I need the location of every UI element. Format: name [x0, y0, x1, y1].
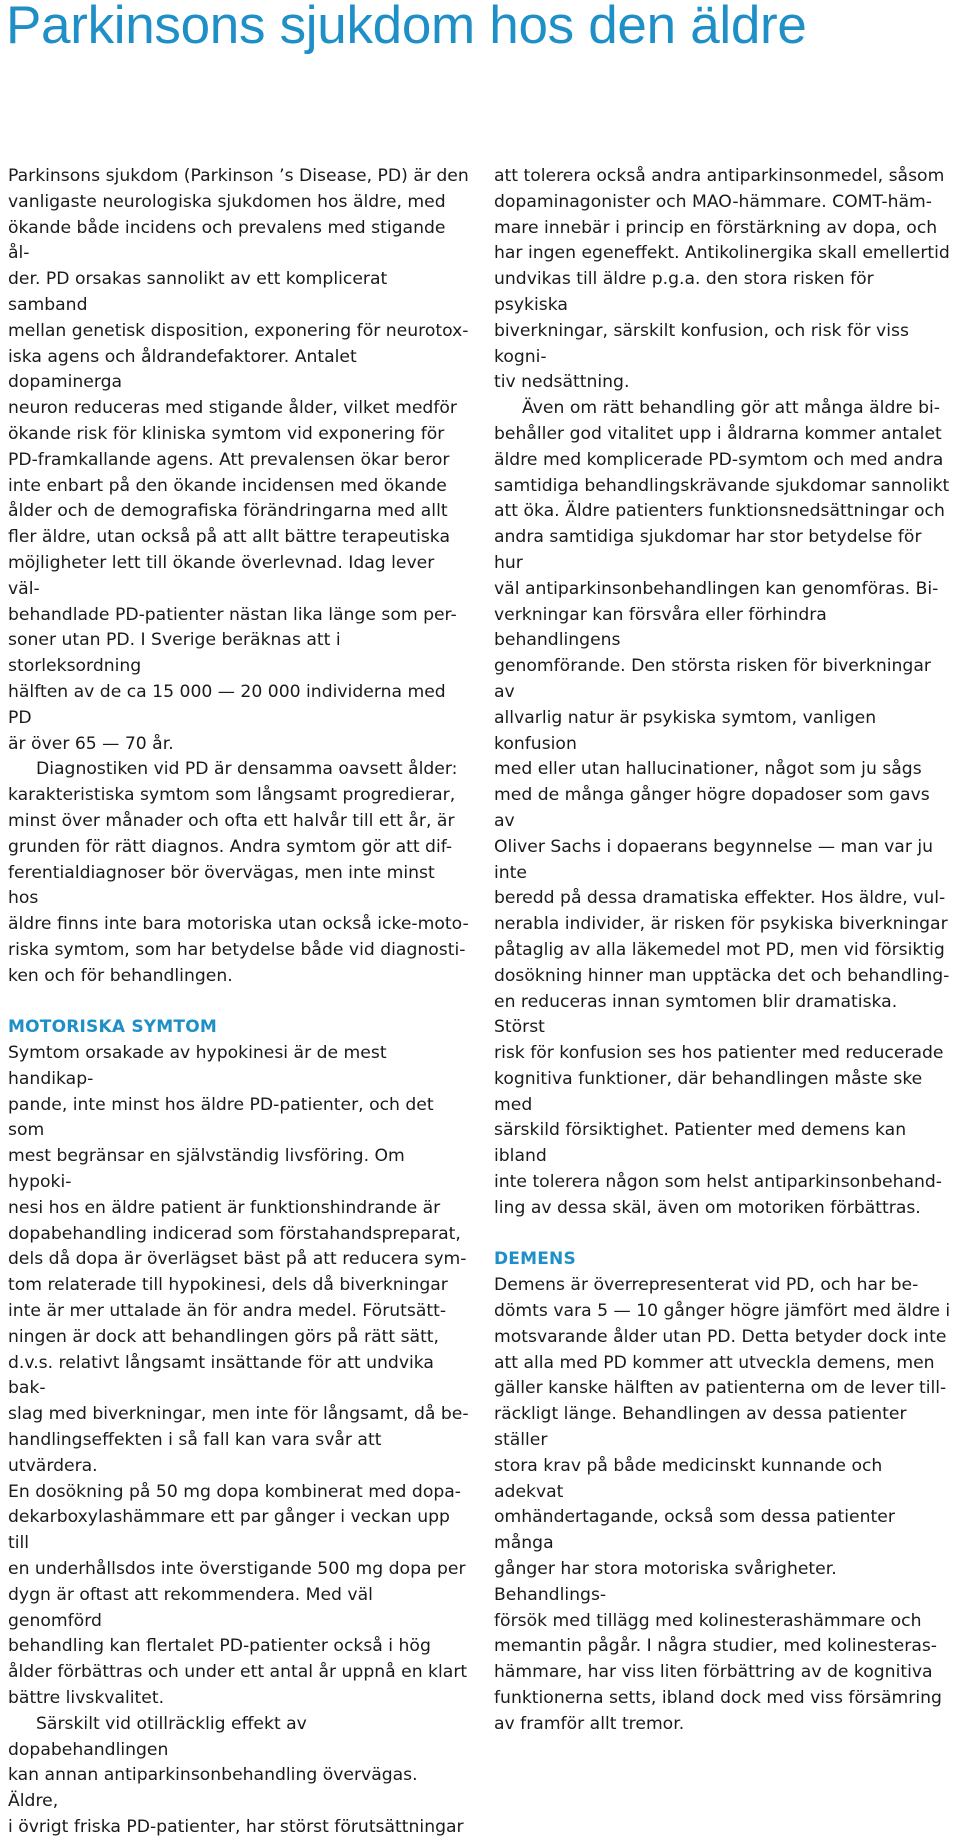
text-line: är över 65 — 70 år. — [8, 733, 174, 754]
text-line: behandling kan flertalet PD-patienter också i hög — [8, 1636, 431, 1657]
text-line: fler äldre, utan också på att allt bättre terapeutiska — [8, 527, 450, 548]
text-line: memantin pågår. I några studier, med kolinesteras- — [494, 1636, 938, 1657]
text-line: väl antiparkinsonbehandlingen kan genomföras. Bi- — [494, 578, 939, 599]
text-line: bättre livskvalitet. — [8, 1688, 165, 1709]
text-line: tiv nedsättning. — [494, 372, 630, 393]
text-line: en underhållsdos inte överstigande 500 mg dopa per — [8, 1559, 466, 1580]
text-line: inte är mer uttalade än för andra medel. Förutsätt- — [8, 1301, 447, 1322]
text-line: karakteristiska symtom som långsamt progredierar, — [8, 785, 456, 806]
text-line: nesi hos en äldre patient är funktionshindrande är — [8, 1197, 441, 1218]
text-line: Oliver Sachs i dopaerans begynnelse — man var ju inte — [494, 836, 934, 883]
text-line: Diagnostiken vid PD är densamma oavsett ålder: — [36, 759, 458, 780]
text-line: nerabla individer, är risken för psykiska biverkningar — [494, 914, 948, 935]
text-line: ken och för behandlingen. — [8, 965, 233, 986]
text-line: pande, inte minst hos äldre PD-patienter, och det som — [8, 1094, 434, 1141]
text-line: ökande risk för kliniska symtom vid exponering för — [8, 423, 445, 444]
text-line: mest begränsar en självständig livsföring. Om hypoki- — [8, 1146, 405, 1193]
text-line: risk för konfusion ses hos patienter med reducerade — [494, 1043, 944, 1064]
text-line: hämmare, har viss liten förbättring av de kognitiva — [494, 1662, 933, 1683]
text-line: PD-framkallande agens. Att prevalensen ökar beror — [8, 449, 450, 470]
text-line: Särskilt vid otillräcklig effekt av dopabehandlingen — [8, 1713, 307, 1760]
text-line: genomförande. Den största risken för biverkningar av — [494, 656, 931, 702]
text-line: d.v.s. relativt långsamt insättande för att undvika bak- — [8, 1352, 434, 1399]
text-line: dosökning hinner man upptäcka det och behandling- — [494, 965, 950, 986]
text-line: särskild försiktighet. Patienter med demens kan ibland — [494, 1120, 907, 1167]
text-line: med de många gånger högre dopadoser som gavs av — [494, 785, 930, 831]
text-line: beredd på dessa dramatiska effekter. Hos äldre, vul- — [494, 888, 946, 909]
intro-paragraph — [8, 164, 470, 757]
text-line: grunden för rätt diagnos. Andra symtom gör att dif- — [8, 836, 453, 857]
text-line: ling av dessa skäl, även om motoriken förbättras. — [494, 1197, 921, 1218]
heading-demens: DEMENS — [494, 1249, 576, 1270]
text-line: Även om rätt behandling gör att många äldre bi- — [522, 398, 940, 419]
text-line: kognitiva funktioner, där behandlingen måste ske med — [494, 1068, 923, 1115]
text-line: hälften av de ca 15 000 — 20 000 individerna med PD — [8, 681, 446, 728]
text-line: samtidiga behandlingskrävande sjukdomar sannolikt — [494, 475, 950, 496]
text-line: Parkinsons sjukdom (Parkinson ’s Disease, PD) är den — [8, 166, 469, 186]
text-line: omhändertagande, också som dessa patienter många — [494, 1507, 895, 1554]
text-line: mellan genetisk disposition, exponering för neurotox- — [8, 320, 469, 341]
text-line: handlingseffekten i så fall kan vara svår att utvärdera. — [8, 1430, 382, 1476]
text-line: andra samtidiga sjukdomar har stor betydelse för hur — [494, 527, 922, 573]
text-line: motsvarande ålder utan PD. Detta betyder dock inte — [494, 1326, 947, 1347]
text-line: dels då dopa är överlägset bäst på att reducera sym- — [8, 1249, 467, 1270]
text-line: stora krav på både medicinskt kunnande och adekvat — [494, 1455, 883, 1502]
text-line: mare innebär i princip en förstärkning av dopa, och — [494, 217, 938, 238]
text-line: dömts vara 5 — 10 gånger högre jämfört med äldre i — [494, 1301, 951, 1322]
diagnostik-paragraph — [8, 757, 470, 989]
text-line: dygn är oftast att rekommendera. Med väl genomförd — [8, 1584, 373, 1631]
text-line: påtaglig av alla läkemedel mot PD, men vid försiktig — [494, 939, 945, 960]
motoriska-paragraph — [8, 1041, 470, 1712]
text-line: ferentialdiagnoser bör övervägas, men inte minst hos — [8, 862, 435, 909]
text-line: En dosökning på 50 mg dopa kombinerat med dopa- — [8, 1481, 462, 1502]
text-line: biverkningar, särskilt konfusion, och risk för viss kogni- — [494, 320, 909, 367]
text-line: med eller utan hallucinationer, något som ju sågs — [494, 759, 922, 780]
text-line: ökande både incidens och prevalens med stigande ål- — [8, 217, 446, 264]
text-line: verkningar kan försvåra eller förhindra behandlingens — [494, 604, 827, 651]
aven-paragraph — [494, 396, 952, 1222]
text-line: har ingen egeneffekt. Antikolinergika skall emellertid — [494, 243, 950, 264]
text-line: undvikas till äldre p.g.a. den stora risken för psykiska — [494, 269, 874, 315]
text-line: vanligaste neurologiska sjukdomen hos äldre, med — [8, 191, 446, 212]
text-line: att tolerera också andra antiparkinsonmedel, såsom — [494, 166, 945, 186]
text-line: allvarlig natur är psykiska symtom, vanligen konfusion — [494, 707, 877, 754]
text-line: inte tolerera någon som helst antiparkinsonbehand- — [494, 1172, 943, 1193]
text-line: soner utan PD. I Sverige beräknas att i storleksordning — [8, 630, 341, 677]
text-line: gäller kanske hälften av patienterna om de lever till- — [494, 1378, 947, 1399]
text-line: Demens är överrepresenterat vid PD, och har be- — [494, 1275, 919, 1296]
text-line: äldre finns inte bara motoriska utan också icke-moto- — [8, 914, 469, 935]
text-line: behandlade PD-patienter nästan lika länge som per- — [8, 604, 457, 625]
text-line: inte enbart på den ökande incidensen med ökande — [8, 475, 447, 496]
demens-paragraph — [494, 1273, 952, 1737]
continued-paragraph — [494, 164, 952, 396]
sarskilt-paragraph — [8, 1712, 470, 1841]
text-line: kan annan antiparkinsonbehandling övervägas. Äldre, — [8, 1765, 418, 1812]
text-line: dopabehandling indicerad som förstahandspreparat, — [8, 1223, 461, 1244]
left-column — [8, 162, 470, 1841]
right-column — [494, 162, 952, 1738]
text-line: dekarboxylashämmare ett par gånger i veckan upp till — [8, 1507, 450, 1554]
text-line: att alla med PD kommer att utveckla demens, men — [494, 1352, 935, 1373]
text-line: av framför allt tremor. — [494, 1713, 685, 1734]
text-line: gånger har stora motoriska svårigheter. Behandlings- — [494, 1559, 837, 1605]
text-line: räckligt länge. Behandlingen av dessa patienter ställer — [494, 1404, 907, 1451]
text-line: slag med biverkningar, men inte för långsamt, då be- — [8, 1404, 469, 1425]
page-title: Parkinsons sjukdom hos den äldre — [6, 0, 807, 55]
text-line: möjligheter lett till ökande överlevnad. Idag lever väl- — [8, 552, 435, 599]
text-line: en reduceras innan symtomen blir dramatiska. Störst — [494, 991, 898, 1038]
text-line: der. PD orsakas sannolikt av ett komplicerat samband — [8, 269, 388, 315]
text-line: dopaminagonister och MAO-hämmare. COMT-häm- — [494, 191, 933, 212]
text-line: tom relaterade till hypokinesi, dels då biverkningar — [8, 1275, 448, 1296]
text-line: behåller god vitalitet upp i åldrarna kommer antalet — [494, 423, 942, 444]
text-line: ningen är dock att behandlingen görs på rätt sätt, — [8, 1326, 440, 1347]
text-line: att öka. Äldre patienters funktionsnedsättningar och — [494, 501, 945, 522]
text-line: minst över månader och ofta ett halvår till ett år, är — [8, 810, 455, 831]
text-line: Symtom orsakade av hypokinesi är de mest handikap- — [8, 1043, 387, 1089]
text-line: iska agens och åldrandefaktorer. Antalet dopaminerga — [8, 346, 357, 393]
text-line: i övrigt friska PD-patienter, har störst förutsättningar — [8, 1817, 464, 1837]
text-line: funktionerna setts, ibland dock med viss försämring — [494, 1688, 942, 1709]
text-line: äldre med komplicerade PD-symtom och med andra — [494, 449, 944, 470]
heading-motoriska-symtom: MOTORISKA SYMTOM — [8, 1017, 217, 1038]
text-line: ålder och de demografiska förändringarna med allt — [8, 501, 448, 522]
text-line: neuron reduceras med stigande ålder, vilket medför — [8, 398, 457, 419]
text-line: ålder förbättras och under ett antal år uppnå en klart — [8, 1662, 468, 1683]
text-line: riska symtom, som har betydelse både vid diagnosti- — [8, 939, 466, 960]
text-line: försök med tillägg med kolinesterashämmare och — [494, 1610, 922, 1631]
